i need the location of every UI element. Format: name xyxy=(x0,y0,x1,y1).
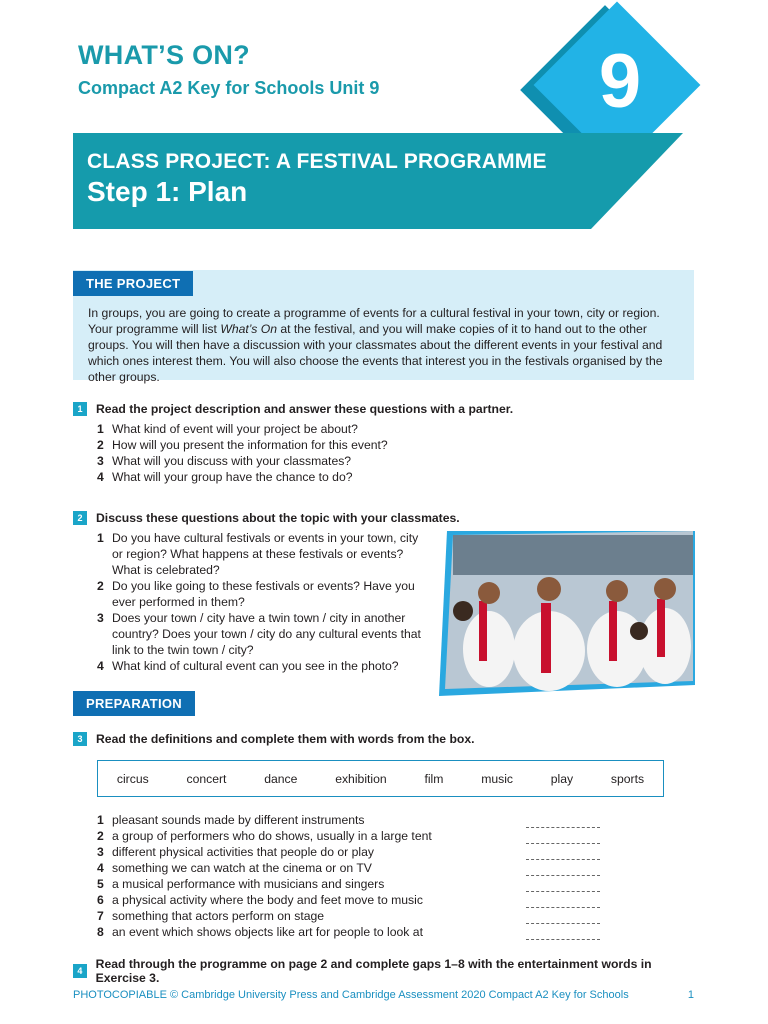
unit-number: 9 xyxy=(598,39,642,124)
answer-blank[interactable] xyxy=(526,907,600,908)
list-item xyxy=(97,610,427,658)
definition-list xyxy=(97,812,517,940)
exercise-number-badge: 2 xyxy=(73,511,87,525)
item-number: 3 xyxy=(97,611,104,625)
item-number: 3 xyxy=(97,454,104,468)
exercise-number-badge: 1 xyxy=(73,402,87,416)
list-item xyxy=(97,453,693,469)
list-item xyxy=(97,892,517,908)
word-box-item: concert xyxy=(186,771,227,786)
item-text: something we can watch at the cinema or on TV xyxy=(112,861,372,875)
exercise-instruction: Read the definitions and complete them with words from the box. xyxy=(96,732,475,746)
answer-blank[interactable] xyxy=(526,859,600,860)
word-box-item: dance xyxy=(264,771,298,786)
item-text: What will you discuss with your classmates? xyxy=(112,454,352,468)
item-text: Does your town / city have a twin town / city in another country? Does your town / city do any cultural events that link to the twin town / city? xyxy=(112,611,421,657)
item-number: 2 xyxy=(97,579,104,593)
answer-blank[interactable] xyxy=(526,923,600,924)
answer-blank[interactable] xyxy=(526,875,600,876)
item-text: different physical activities that people do or play xyxy=(112,845,374,859)
exercise-number-badge: 4 xyxy=(73,964,87,978)
festival-photo xyxy=(439,531,695,696)
item-number: 3 xyxy=(97,845,104,859)
exercise-3 xyxy=(73,732,693,746)
exercise-instruction: Discuss these questions about the topic with your classmates. xyxy=(96,511,460,525)
item-number: 2 xyxy=(97,438,104,452)
list-item xyxy=(97,469,693,485)
list-item xyxy=(97,876,517,892)
answer-blank[interactable] xyxy=(526,827,600,828)
item-number: 4 xyxy=(97,470,104,484)
list-item xyxy=(97,530,427,578)
list-item xyxy=(97,844,517,860)
item-text: Do you like going to these festivals or events? Have you ever performed in them? xyxy=(112,579,415,609)
question-list xyxy=(97,421,693,485)
exercise-1 xyxy=(73,402,693,485)
exercise-number-badge: 3 xyxy=(73,732,87,746)
item-number: 2 xyxy=(97,829,104,843)
unit-subtitle: Compact A2 Key for Schools Unit 9 xyxy=(78,78,380,98)
item-text: Do you have cultural festivals or events in your town, city or region? What happens at these festivals or events? What is celebrated? xyxy=(112,531,419,577)
exercise-4-heading xyxy=(73,957,703,985)
item-text: pleasant sounds made by different instruments xyxy=(112,813,365,827)
answer-blank[interactable] xyxy=(526,891,600,892)
item-text: How will you present the information for this event? xyxy=(112,438,388,452)
word-box-item: music xyxy=(481,771,514,786)
word-box-item: sports xyxy=(610,771,645,786)
item-text: a physical activity where the body and feet move to music xyxy=(112,893,423,907)
item-number: 1 xyxy=(97,813,104,827)
list-item xyxy=(97,908,517,924)
banner-step: Step 1: Plan xyxy=(87,176,248,207)
item-number: 1 xyxy=(97,531,104,545)
question-list xyxy=(97,530,427,674)
unit-title: WHAT’S ON? xyxy=(78,40,250,70)
item-number: 7 xyxy=(97,909,104,923)
exercise-4 xyxy=(73,957,703,985)
item-text: something that actors perform on stage xyxy=(112,909,325,923)
item-number: 8 xyxy=(97,925,104,939)
exercise-1-heading xyxy=(73,402,693,416)
list-item xyxy=(97,924,517,940)
section-label-project: THE PROJECT xyxy=(73,271,193,296)
list-item xyxy=(97,421,693,437)
list-item xyxy=(97,812,517,828)
word-box-item: film xyxy=(424,771,444,786)
word-box-item: exhibition xyxy=(335,771,387,786)
exercise-instruction: Read the project description and answer these questions with a partner. xyxy=(96,402,514,416)
exercise-2-heading xyxy=(73,511,673,525)
page-footer xyxy=(73,989,694,1001)
item-number: 6 xyxy=(97,893,104,907)
exercise-2 xyxy=(73,511,460,674)
word-box xyxy=(97,760,664,797)
list-item xyxy=(97,860,517,876)
item-number: 5 xyxy=(97,877,104,891)
answer-blank[interactable] xyxy=(526,843,600,844)
list-item xyxy=(97,437,693,453)
list-item xyxy=(97,658,427,674)
page-number: 1 xyxy=(687,989,694,1001)
copyright-notice: PHOTOCOPIABLE © Cambridge University Press and Cambridge Assessment 2020 Compact A2 Key for Schools xyxy=(73,989,629,1001)
list-item xyxy=(97,828,517,844)
exercise-instruction: Read through the programme on page 2 and complete gaps 1–8 with the entertainment words in Exercise 3. xyxy=(95,957,652,985)
exercise-3-heading xyxy=(73,732,693,746)
project-text-start: In groups, you are going to create a programme of events for a cultural festival in your town, city or region. Your programme will list xyxy=(88,306,660,336)
list-item xyxy=(97,578,427,610)
project-text-italic: What’s On xyxy=(220,322,277,336)
answer-blank[interactable] xyxy=(526,939,600,940)
section-label-preparation: PREPARATION xyxy=(73,691,195,716)
item-text: an event which shows objects like art for people to look at xyxy=(112,925,423,939)
item-text: a group of performers who do shows, usually in a large tent xyxy=(112,829,432,843)
item-number: 4 xyxy=(97,659,104,673)
item-text: What will your group have the chance to do? xyxy=(112,470,353,484)
project-description xyxy=(88,305,686,385)
item-text: What kind of event will your project be about? xyxy=(112,422,358,436)
word-box-item: circus xyxy=(116,771,149,786)
item-number: 1 xyxy=(97,422,104,436)
banner-heading: CLASS PROJECT: A FESTIVAL PROGRAMME xyxy=(87,150,547,173)
item-number: 4 xyxy=(97,861,104,875)
word-box-item: play xyxy=(550,771,574,786)
project-text-end: at the festival, and you will make copies of it to hand out to the other groups. You will then have a discussion with your classmates about the different events in your festival and which ones interest them. You will also choose the events that interest you in the festivals organised by the other groups. xyxy=(88,322,663,384)
item-text: a musical performance with musicians and singers xyxy=(112,877,385,891)
item-text: What kind of cultural event can you see in the photo? xyxy=(112,659,399,673)
